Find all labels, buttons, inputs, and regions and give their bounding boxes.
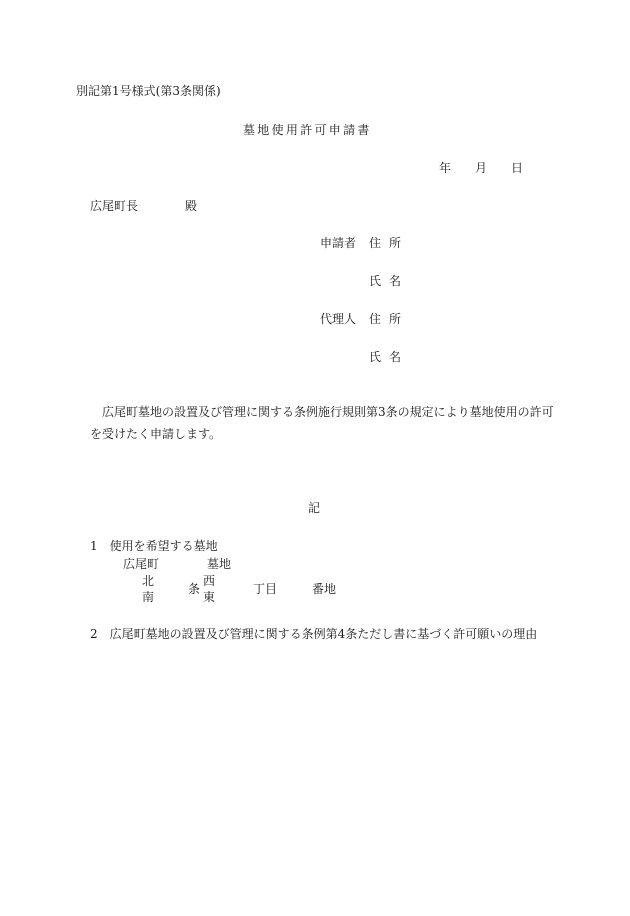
direction-east: 東 [203, 590, 216, 604]
agent-label: 代理人 [320, 312, 357, 326]
direction-south: 南 [142, 590, 155, 604]
document-title: 墓地使用許可申請書 [243, 123, 372, 137]
agent-address-label: 住所 [369, 312, 410, 326]
item-1-plot: 墓地 [207, 557, 232, 571]
addressee-honorific: 殿 [185, 199, 198, 213]
chome-label: 丁目 [253, 582, 278, 596]
item-1-town: 広尾町 [123, 557, 160, 571]
addressee-name: 広尾町長 [90, 199, 139, 213]
direction-west: 西 [203, 574, 216, 588]
applicant-address-label: 住所 [369, 236, 410, 250]
date-month-label: 月 [475, 161, 488, 175]
applicant-label: 申請者 [320, 236, 357, 250]
notation-heading: 記 [308, 501, 321, 515]
item-2-heading: 2 広尾町墓地の設置及び管理に関する条例第4条ただし書に基づく許可願いの理由 [90, 627, 538, 641]
agent-name-label: 氏名 [369, 350, 410, 364]
date-year-label: 年 [439, 161, 452, 175]
item-1-heading: 1 使用を希望する墓地 [90, 539, 218, 553]
applicant-name-label: 氏名 [369, 274, 410, 288]
jo-label: 条 [188, 582, 201, 596]
body-paragraph-line-1: 広尾町墓地の設置及び管理に関する条例施行規則第3条の規定により墓地使用の許可 [102, 405, 554, 419]
direction-north: 北 [142, 574, 155, 588]
date-day-label: 日 [511, 161, 524, 175]
form-reference: 別記第1号様式(第3条関係) [76, 84, 221, 98]
body-paragraph-line-2: を受けたく申請します。 [90, 427, 222, 441]
banchi-label: 番地 [312, 582, 337, 596]
